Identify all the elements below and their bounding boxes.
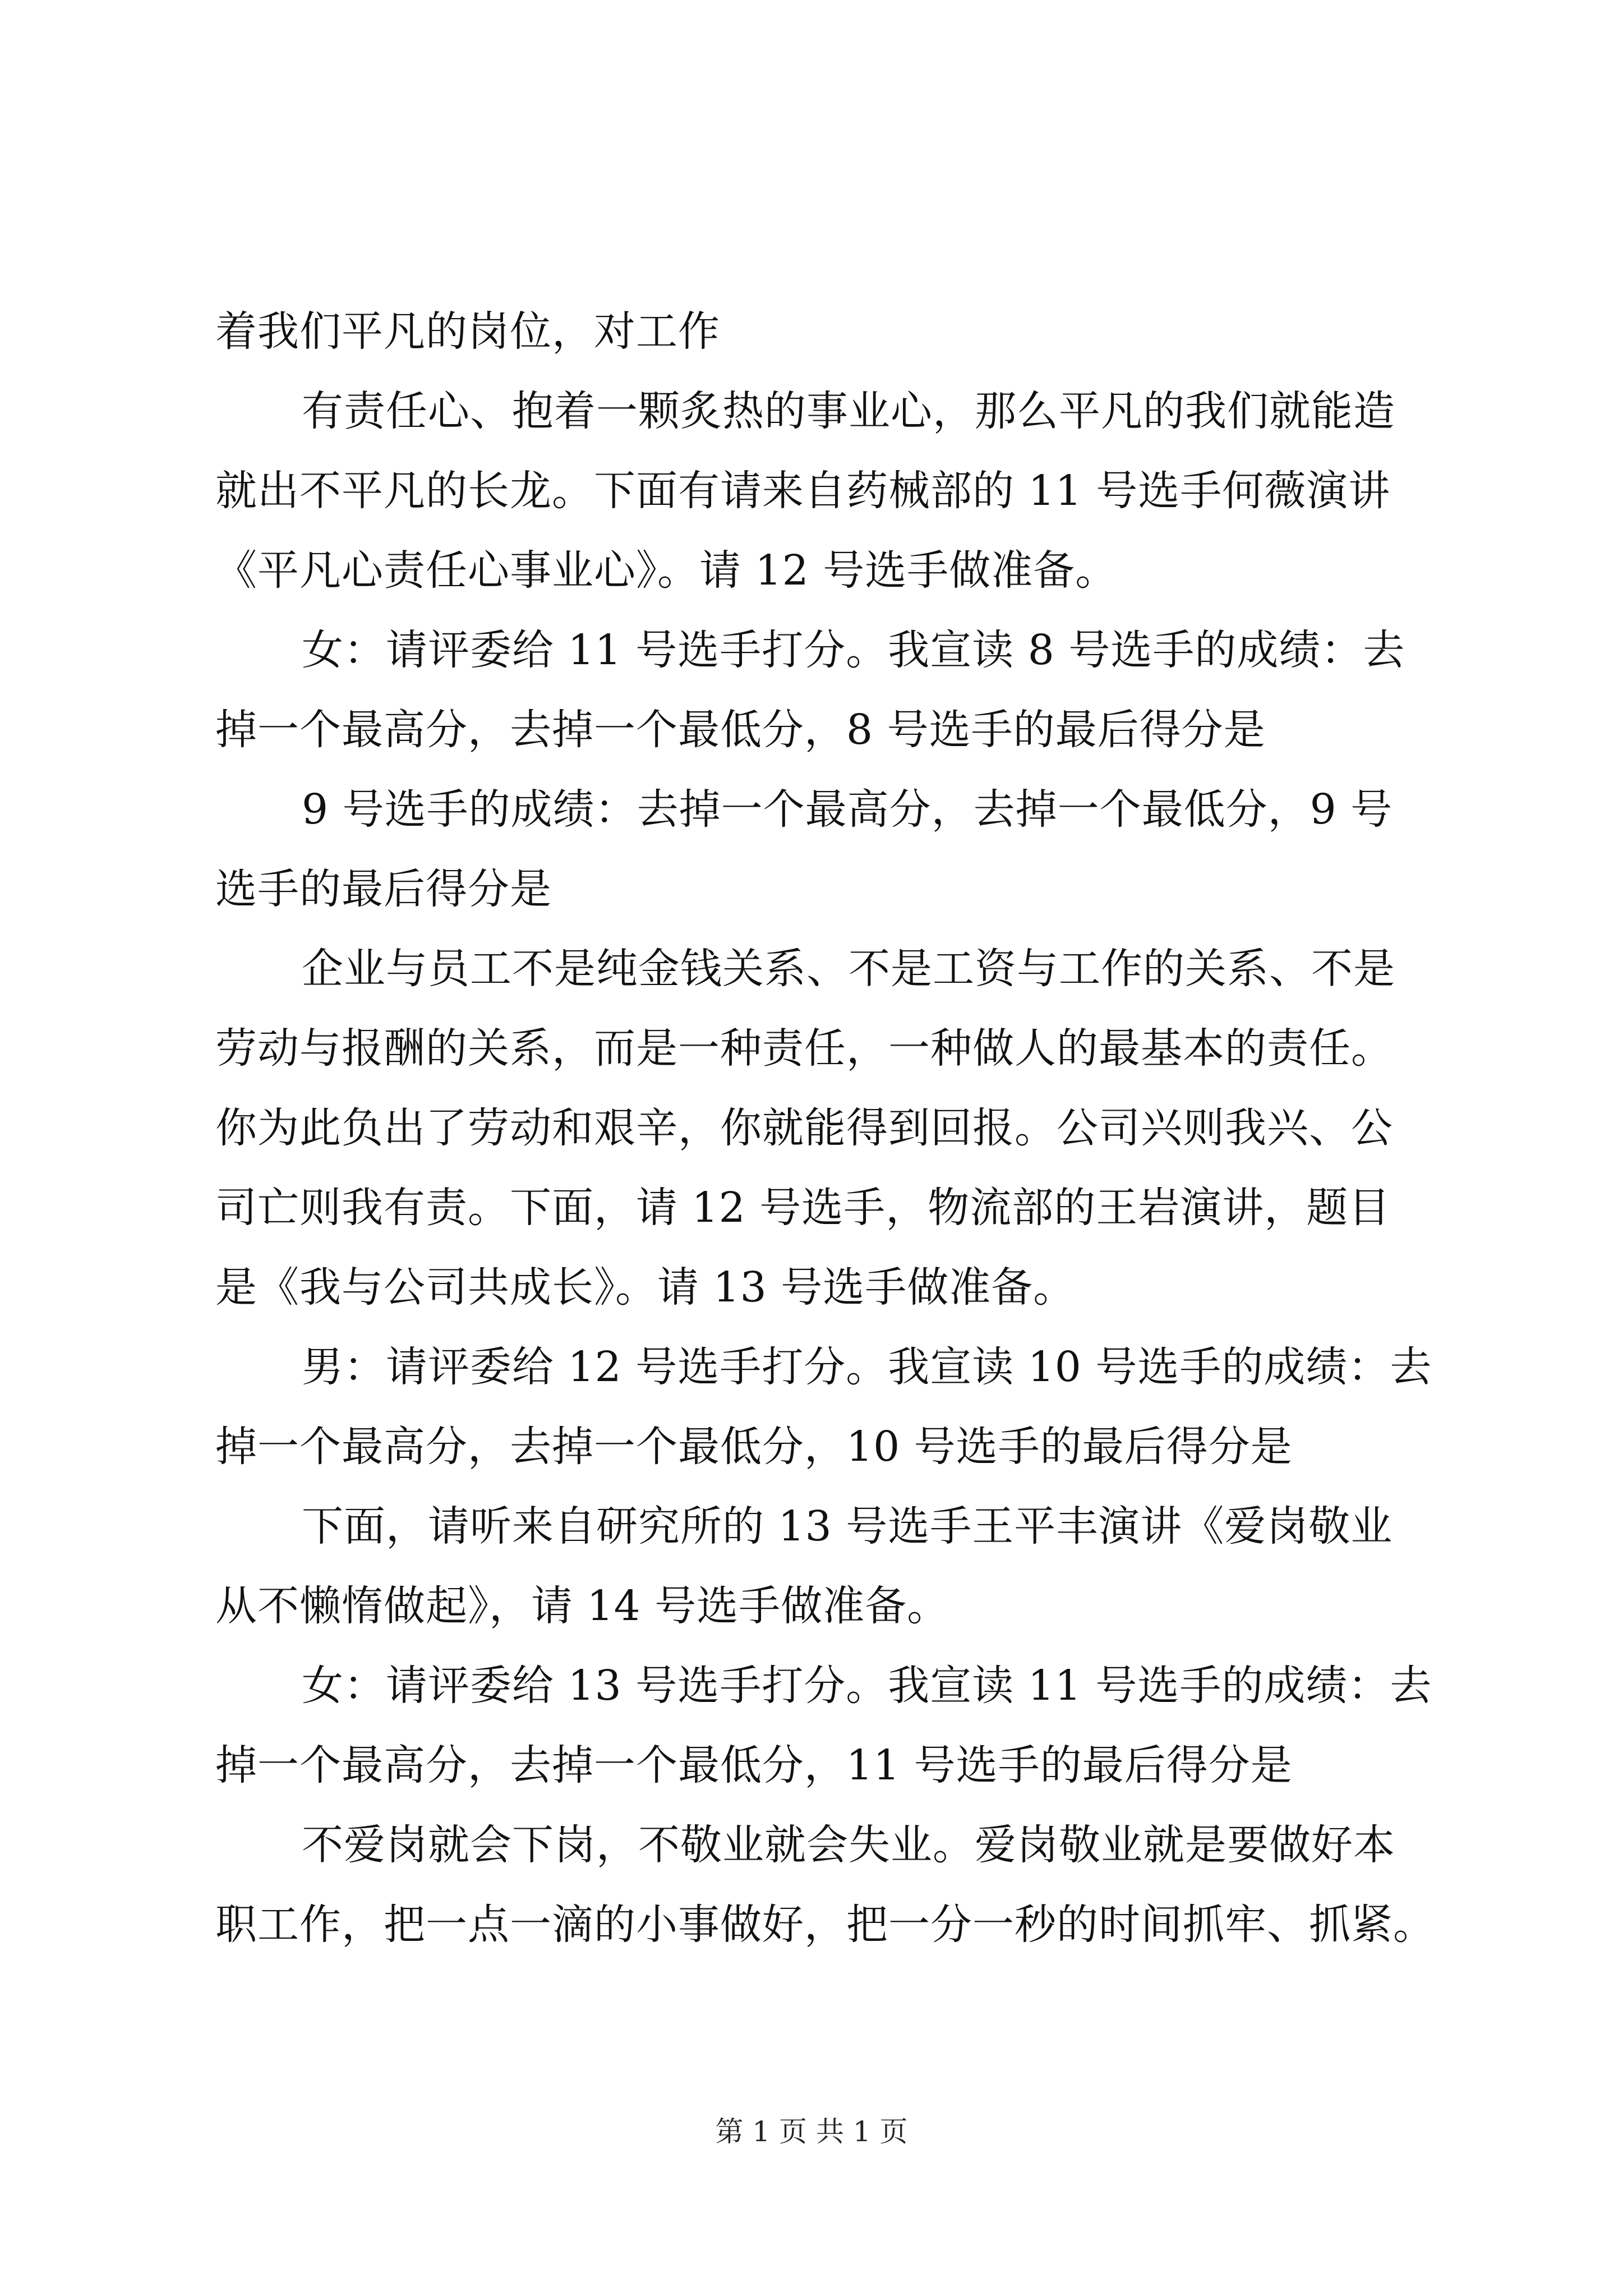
- document-body: [215, 292, 1435, 1964]
- text-line: 选手的最后得分是: [215, 865, 552, 913]
- text-line: 企业与员工不是纯金钱关系、不是工资与工作的关系、不是: [302, 945, 1395, 993]
- text-line: 你为此负出了劳动和艰辛，你就能得到回报。公司兴则我兴、公: [215, 1104, 1393, 1152]
- text-line: 女：请评委给 13 号选手打分。我宣读 11 号选手的成绩：去: [302, 1662, 1432, 1710]
- text-line: 着我们平凡的岗位，对工作: [215, 307, 720, 356]
- text-line: 不爱岗就会下岗，不敬业就会失业。爱岗敬业就是要做好本: [302, 1821, 1395, 1869]
- text-line: 9 号选手的成绩：去掉一个最高分，去掉一个最低分，9 号: [302, 785, 1393, 834]
- page-footer: [0, 2115, 1623, 2148]
- page-number: 第 1 页 共 1 页: [715, 2115, 908, 2148]
- text-line: 掉一个最高分，去掉一个最低分，8 号选手的最后得分是: [215, 706, 1266, 754]
- text-line: 下面，请听来自研究所的 13 号选手王平丰演讲《爱岗敬业: [302, 1502, 1393, 1550]
- text-line: 掉一个最高分，去掉一个最低分，11 号选手的最后得分是: [215, 1741, 1293, 1789]
- text-line: 从不懒惰做起》，请 14 号选手做准备。: [215, 1582, 949, 1630]
- text-line: 掉一个最高分，去掉一个最低分，10 号选手的最后得分是: [215, 1423, 1293, 1471]
- text-line: 司亡则我有责。下面，请 12 号选手，物流部的王岩演讲，题目: [215, 1184, 1391, 1232]
- text-line: 女：请评委给 11 号选手打分。我宣读 8 号选手的成绩：去: [302, 626, 1405, 674]
- text-line: 《平凡心责任心事业心》。请 12 号选手做准备。: [215, 546, 1118, 595]
- text-line: 职工作，把一点一滴的小事做好，把一分一秒的时间抓牢、抓紧。: [215, 1901, 1435, 1949]
- text-line: 就出不平凡的长龙。下面有请来自药械部的 11 号选手何薇演讲: [215, 467, 1391, 515]
- text-line: 是《我与公司共成长》。请 13 号选手做准备。: [215, 1263, 1076, 1312]
- text-line: 男：请评委给 12 号选手打分。我宣读 10 号选手的成绩：去: [302, 1343, 1432, 1391]
- text-line: 劳动与报酬的关系，而是一种责任，一种做人的最基本的责任。: [215, 1024, 1393, 1073]
- text-line: 有责任心、抱着一颗炙热的事业心，那么平凡的我们就能造: [302, 387, 1395, 435]
